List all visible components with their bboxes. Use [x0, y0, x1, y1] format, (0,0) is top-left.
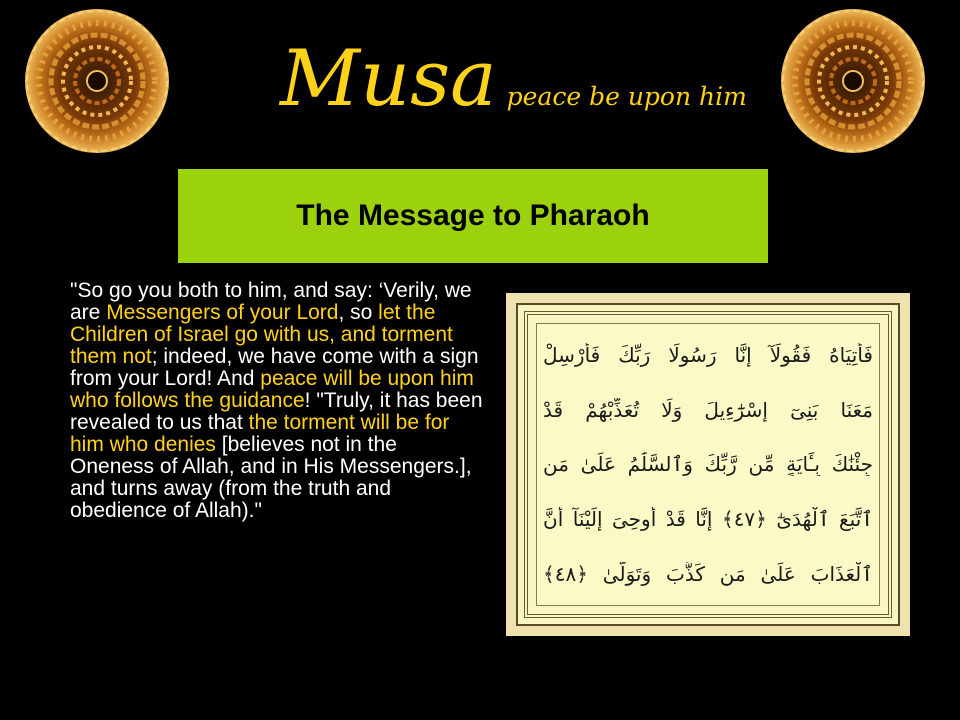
section-banner: [178, 169, 768, 263]
text-segment: ! "Truly, it has been revealed to us that: [70, 389, 483, 434]
text-segment: ; indeed, we have come with a sign from your Lord! And: [70, 345, 479, 390]
text-segment: [believes not in the Oneness of Allah, and in His Messengers.], and turns away (from the truth and obedience of Allah).": [70, 433, 472, 522]
translation-text: [70, 280, 486, 522]
verse-line: جِئْنَٰكَ بِـَٔايَةٍ مِّن رَّبِّكَ وَٱلسَّلَٰمُ عَلَىٰ مَنِ: [543, 452, 873, 477]
text-segment-highlight: peace will be upon him who follows the guidance: [70, 367, 474, 412]
text-segment: "So go you both to him, and say: ‘Verily, we are: [70, 279, 472, 324]
slide-title: [280, 34, 747, 124]
calligraphy-medallion-icon: [22, 6, 172, 156]
text-segment-highlight: the torment will be for him who denies: [70, 411, 450, 456]
banner-heading: The Message to Pharaoh: [296, 199, 650, 232]
verse-line: ٱتَّبَعَ ٱلْهُدَىٰٓ ﴿٤٧﴾ إِنَّا قَدْ أُوحِىَ إِلَيْنَآ أَنَّ: [543, 507, 873, 532]
text-segment: , so: [338, 301, 379, 324]
verse-frame: [516, 303, 900, 626]
verse-text-box: [536, 323, 880, 606]
title-main: Musa: [280, 34, 497, 124]
verse-line: ٱلْعَذَابَ عَلَىٰ مَن كَذَّبَ وَتَوَلَّىٰ ﴿٤٨﴾: [543, 561, 873, 586]
verse-line: مَعَنَا بَنِىٓ إِسْرَٰٓءِيلَ وَلَا تُعَذِّبْهُمْ قَدْ: [543, 397, 873, 422]
text-segment-highlight: Messengers of your Lord: [106, 301, 339, 324]
text-segment-highlight: let the Children of Israel go with us, and torment them not: [70, 301, 453, 368]
quran-verse-image: [506, 293, 910, 636]
title-subtitle: peace be upon him: [506, 82, 747, 111]
calligraphy-medallion-icon: [778, 6, 928, 156]
verse-border-pattern: [524, 311, 892, 618]
verse-line: فَأْتِيَاهُ فَقُولَآ إِنَّا رَسُولَا رَبِّكَ فَأَرْسِلْ: [543, 343, 873, 368]
